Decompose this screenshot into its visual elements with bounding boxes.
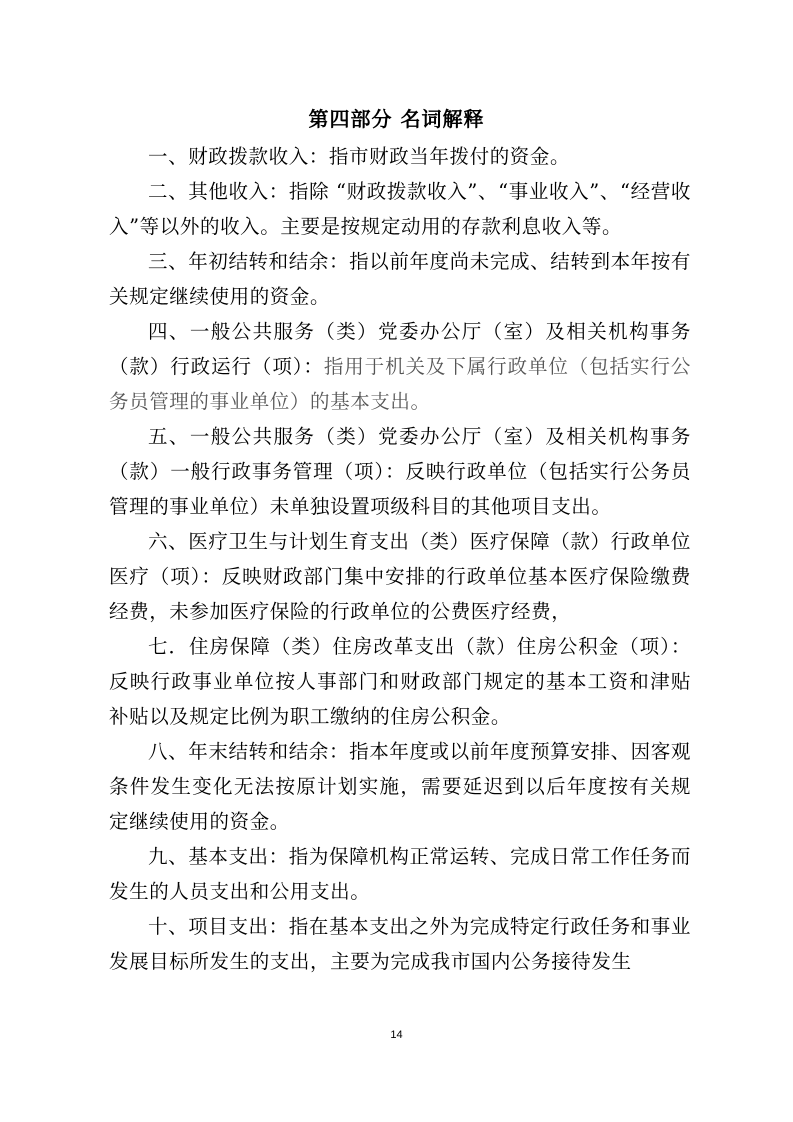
paragraph-text: 二、其他收入：指除 “财政拨款收入”、“事业收入”、“经营收入”等以外的收入。主要是按规定动用的存款利息收入等。 xyxy=(109,180,691,238)
paragraph-text: 十、项目支出：指在基本支出之外为完成特定行政任务和事业发展目标所发生的支出，主要为完成我市国内公务接待发生 xyxy=(109,915,691,973)
paragraph-text: 四、一般公共服务（类）党委办公厅（室）及相关机构事务（款）行政运行（项）： xyxy=(109,320,691,378)
paragraph-text: 六、医疗卫生与计划生育支出（类）医疗保障（款）行政单位医疗（项）：反映财政部门集中安排的行政单位基本医疗保险缴费经费，未参加医疗保险的行政单位的公费医疗经费， xyxy=(109,530,691,623)
paragraph-10 xyxy=(109,909,691,979)
paragraph-2 xyxy=(109,174,691,244)
paragraph-6 xyxy=(109,524,691,629)
paragraph-note: 指用于机关及下属行政单位（包括实行公务员管理的事业单位）的基本支出。 xyxy=(109,355,691,413)
paragraph-text: 三、年初结转和结余：指以前年度尚未完成、结转到本年按有关规定继续使用的资金。 xyxy=(109,250,691,308)
paragraph-8 xyxy=(109,734,691,839)
paragraph-4 xyxy=(109,314,691,419)
paragraph-text: 五、一般公共服务（类）党委办公厅（室）及相关机构事务（款）一般行政事务管理（项）：反映行政单位（包括实行公务员管理的事业单位）未单独设置项级科目的其他项目支出。 xyxy=(109,425,691,518)
paragraph-7 xyxy=(109,629,691,734)
paragraph-text: 八、年末结转和结余：指本年度或以前年度预算安排、因客观条件发生变化无法按原计划实施，需要延迟到以后年度按有关规定继续使用的资金。 xyxy=(109,740,691,833)
paragraph-text: 九、基本支出：指为保障机构正常运转、完成日常工作任务而发生的人员支出和公用支出。 xyxy=(109,845,691,903)
paragraph-9 xyxy=(109,839,691,909)
paragraph-text: 七．住房保障（类）住房改革支出（款）住房公积金（项）：反映行政事业单位按人事部门和财政部门规定的基本工资和津贴补贴以及规定比例为职工缴纳的住房公积金。 xyxy=(109,635,691,728)
document-body xyxy=(109,139,691,979)
paragraph-text: 一、财政拨款收入：指市财政当年拨付的资金。 xyxy=(148,145,571,168)
page-number: 14 xyxy=(390,1029,403,1041)
paragraph-3 xyxy=(109,244,691,314)
paragraph-5 xyxy=(109,419,691,524)
page-title: 第四部分 名词解释 xyxy=(308,107,485,131)
paragraph-1 xyxy=(109,139,691,174)
